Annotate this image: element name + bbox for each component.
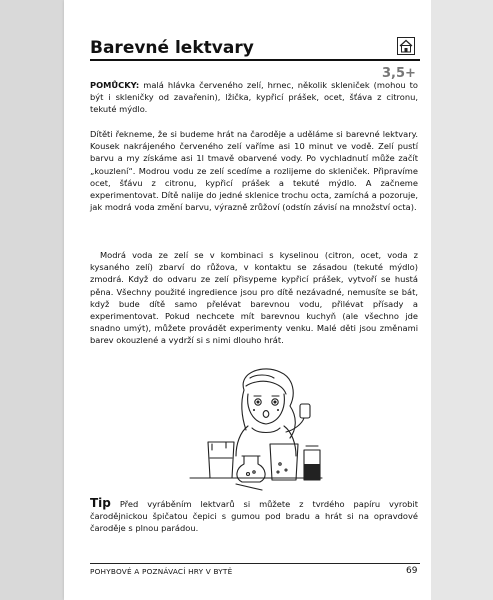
title-underline bbox=[90, 59, 420, 61]
age-label: 3,5+ bbox=[382, 66, 416, 81]
tip-paragraph bbox=[90, 497, 418, 535]
instructions-paragraph-2: Modrá voda ze zelí se v kombinaci s kyselinou (citron, ocet, voda z kysaného zelí) zbarví do růžova, v kontaktu se zásadou (tekuté mýdlo) zmodrá. Když do odvaru ze zelí přisypeme kypřicí prášek, vytvoří se hustá pěna. Všechny použité ingredience jsou pro dítě nezávadné, nemusíte se bát, když bude dítě samo přelévat barevnou vodu, přilévat přísady a experimentovat. Pokud nechcete mít barevnou kuchyň (ale všechno jde snadno umýt), můžete provádět experimenty venku. Malé děti jsou změnami barev okouzlené a vydrží si s nimi dlouho hrát. bbox=[90, 250, 418, 346]
materials-text: malá hlávka červeného zelí, hrnec, několik skleniček (mohou to být i skleničky od zavařenin), lžička, kypřicí prášek, ocet, šťáva z citronu, tekuté mýdlo. bbox=[90, 80, 418, 115]
page-title: Barevné lektvary bbox=[90, 38, 254, 58]
house-icon bbox=[397, 37, 415, 55]
instructions-paragraph-1: Dítěti řekneme, že si budeme hrát na čaroděje a uděláme si barevné lektvary. Kousek nakrájeného červeného zelí vaříme asi 10 minut ve vodě. Zelí pustí barvu a my získáme asi 1l tmavě obarvené vody. Po vychladnutí může začít „kouzlení“. Modrou vodu ze zelí scedíme a rozlijeme do skleniček. Připravíme ocet, šťávu z citronu, kypřicí prášek a tekuté mýdlo. A začneme experimentovat. Dítě nalije do jedné sklenice trochu octa, zamíchá a pozoruje, jak modrá voda změní barvu, výrazně zrůžoví (odstín závisí na množství octa). bbox=[90, 129, 418, 213]
page-number: 69 bbox=[406, 566, 418, 576]
footer-title: POHYBOVÉ A POZNÁVACÍ HRY V BYTĚ bbox=[90, 567, 233, 576]
tip-label: Tip bbox=[90, 496, 111, 510]
materials-paragraph bbox=[90, 79, 418, 116]
tip-text: Před vyráběním lektvarů si můžete z tvrdého papíru vyrobit čarodějnickou špičatou čepici s gumou pod bradu a hrát si na opravdové čaroděje s plnou parádou. bbox=[90, 499, 418, 534]
page-edge bbox=[431, 0, 493, 600]
girl-with-potions-illustration bbox=[186, 360, 326, 497]
materials-label: POMŮCKY: bbox=[90, 80, 140, 90]
footer-rule bbox=[90, 563, 420, 564]
